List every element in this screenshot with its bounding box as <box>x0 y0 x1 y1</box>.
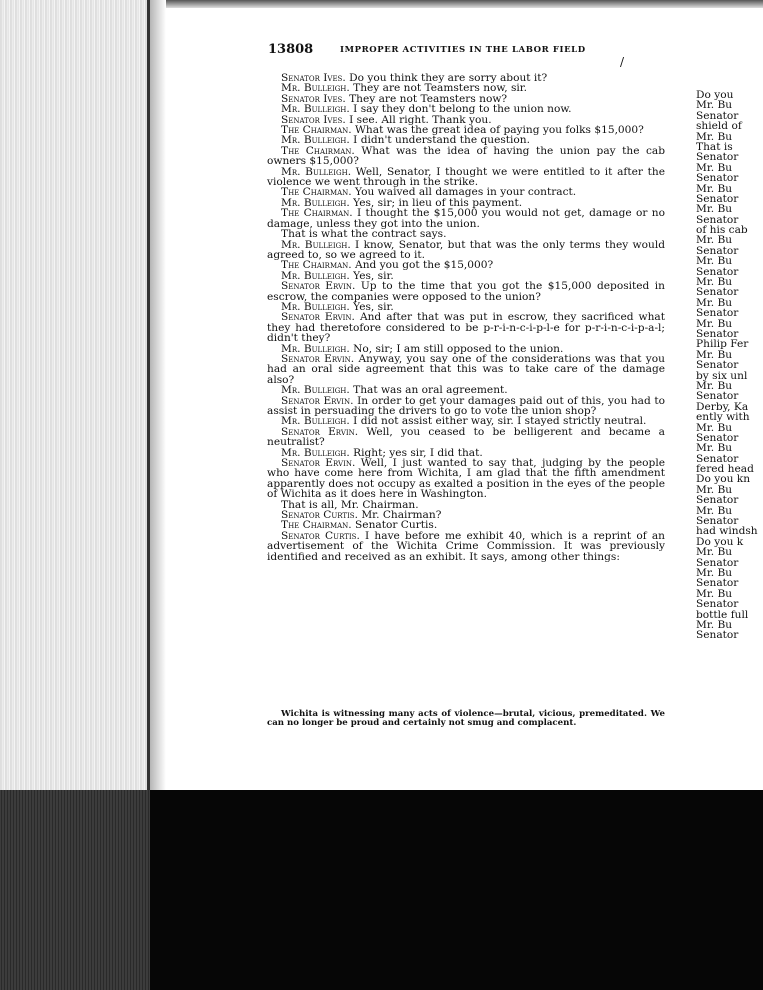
testimony-paragraph <box>267 396 665 417</box>
testimony-paragraph <box>267 312 665 343</box>
speaker-name: Mr. Bulleigh. <box>281 134 350 147</box>
speaker-name: Mr. Bulleigh. <box>281 300 350 313</box>
facing-page-line: Mr. Bu <box>696 255 733 268</box>
speaker-name: Senator Ervin. <box>281 280 356 293</box>
facing-page-line: Mr. Bu <box>696 618 733 631</box>
speech-text: Well, I just wanted to say that, judging by the people who have come here from Wichita, I am glad that the fifth amendment apparently does not occupy as exalted a position in the eyes of the people of Wichita as it does here in Washington. <box>267 457 665 501</box>
facing-page-line: Senator <box>696 431 739 444</box>
speech-text: Well, Senator, I thought we were entitled to it after the violence we went through in the strike. <box>267 165 665 189</box>
speaker-name: Mr. Bulleigh. <box>281 196 350 209</box>
speech-text: Mr. Chairman? <box>357 509 442 522</box>
facing-page-line: Mr. Bu <box>696 566 733 579</box>
speaker-name: The Chairman. <box>281 259 352 272</box>
speech-text: They are not Teamsters now, sir. <box>349 82 528 95</box>
testimony-paragraph <box>267 427 665 448</box>
speaker-name: Mr. Bulleigh. <box>281 415 350 428</box>
speaker-name: Senator Ives. <box>281 113 346 126</box>
testimony-text <box>267 73 665 562</box>
speaker-name: The Chairman. <box>281 207 353 220</box>
facing-page-line: Senator <box>696 286 739 299</box>
speaker-name: Senator Ervin. <box>281 352 355 365</box>
speaker-name: Mr. Bulleigh. <box>281 384 350 397</box>
margin-mark: / <box>620 55 625 69</box>
facing-page-line: Philip Fer <box>696 338 749 351</box>
speaker-name: Mr. Bulleigh. <box>281 165 352 178</box>
facing-page-line: Senator <box>696 192 739 205</box>
facing-page-line: Senator <box>696 307 739 320</box>
speech-text: No, sir; I am still opposed to the union. <box>349 342 564 355</box>
testimony-paragraph <box>267 281 665 302</box>
speech-text: I know, Senator, but that was the only terms they would agreed to, so we agreed to it. <box>267 238 665 261</box>
speaker-name: Senator Ives. <box>281 92 346 105</box>
testimony-paragraph <box>267 167 665 188</box>
facing-page-line: Mr. Bu <box>696 234 733 247</box>
facing-page-line: Mr. Bu <box>696 348 733 361</box>
speech-text: I have before me exhibit 40, which is a reprint of an advertisement of the Wichita Crime Commission. It was previously identified and received as an exhibit. It says, among other things: <box>267 529 665 563</box>
speaker-name: Mr. Bulleigh. <box>281 82 350 95</box>
facing-page-line: Senator <box>696 494 739 507</box>
speech-text: Yes, sir. <box>349 269 394 282</box>
speaker-name: The Chairman. <box>281 186 352 199</box>
facing-page-line: of his cab <box>696 224 748 237</box>
facing-page-line: Senator <box>696 265 739 278</box>
facing-page-line: ently with <box>696 411 750 424</box>
facing-page-line: Do you <box>696 90 734 101</box>
facing-page-fragment <box>696 90 763 641</box>
facing-page-line: Senator <box>696 327 739 340</box>
facing-page-line: Senator <box>696 109 739 122</box>
facing-page-line: Mr. Bu <box>696 483 733 496</box>
speech-text: I see. All right. Thank you. <box>345 113 492 126</box>
speech-text: Do you think they are sorry about it? <box>345 72 548 84</box>
speech-text: Up to the time that you got the $15,000 deposited in escrow, the companies were opposed to the union? <box>267 280 665 303</box>
testimony-paragraph <box>267 458 665 500</box>
page-number: 13808 <box>268 42 314 57</box>
speech-text: Senator Curtis. <box>351 519 438 532</box>
speech-text: Yes, sir. <box>349 300 394 313</box>
facing-page-line: Derby, Ka <box>696 400 749 413</box>
quote-paragraph: Wichita is witnessing many acts of violence—brutal, vicious, premeditated. We can no longer be proud and certainly not smug and complacent. <box>267 709 665 729</box>
speaker-name: Mr. Bulleigh. <box>281 269 350 282</box>
speaker-name: Mr. Bulleigh. <box>281 238 351 251</box>
scan-dark-area-left <box>0 790 150 990</box>
facing-page-line: Senator <box>696 515 739 528</box>
facing-page-line: Senator <box>696 151 739 164</box>
speech-text: Well, you ceased to be belligerent and became a neutralist? <box>267 425 665 449</box>
testimony-paragraph <box>267 354 665 385</box>
speaker-name: Senator Ervin. <box>281 425 359 438</box>
speaker-name: Mr. Bulleigh. <box>281 446 350 459</box>
speech-text: That is all, Mr. Chairman. <box>281 498 419 511</box>
facing-page-line: Senator <box>696 213 739 226</box>
speech-text: They are not Teamsters now? <box>345 92 508 105</box>
facing-page-line: Senator <box>696 390 739 403</box>
speech-text: I did not assist either way, sir. I stayed strictly neutral. <box>349 415 647 428</box>
facing-page-line: Mr. Bu <box>696 296 733 309</box>
speech-text: Right; yes sir, I did that. <box>349 446 483 459</box>
testimony-paragraph <box>267 146 665 167</box>
speaker-name: Senator Ervin. <box>281 394 354 407</box>
facing-page-line: Mr. Bu <box>696 99 733 112</box>
facing-page-line: shield of <box>696 120 742 133</box>
facing-page-line: fered head <box>696 463 754 476</box>
facing-page-line: Senator <box>696 577 739 590</box>
testimony-paragraph <box>267 208 665 229</box>
speaker-name: The Chairman. <box>281 519 352 532</box>
scan-dark-area <box>150 790 763 990</box>
facing-page-line: Mr. Bu <box>696 504 733 517</box>
facing-page-line: Do you k <box>696 535 744 548</box>
speech-text: You waived all damages in your contract. <box>351 186 577 199</box>
facing-page-line: Mr. Bu <box>696 442 733 455</box>
facing-page-line: Senator <box>696 244 739 257</box>
speech-text: I say they don't belong to the union now. <box>349 103 572 116</box>
facing-page-line: Mr. Bu <box>696 421 733 434</box>
speaker-name: Senator Ives. <box>281 72 346 84</box>
facing-page-line: Senator <box>696 629 739 641</box>
running-head: IMPROPER ACTIVITIES IN THE LABOR FIELD <box>340 45 586 55</box>
facing-page-line: That is <box>696 140 733 153</box>
facing-page-line: Mr. Bu <box>696 379 733 392</box>
speech-text: In order to get your damages paid out of this, you had to assist in persuading the drivers to go to vote the union shop? <box>267 394 665 417</box>
facing-page-line: Mr. Bu <box>696 546 733 559</box>
facing-page-line: Senator <box>696 556 739 569</box>
testimony-paragraph <box>267 240 665 261</box>
exhibit-quote <box>267 710 665 728</box>
facing-page-line: Do you kn <box>696 473 751 486</box>
speech-text: What was the idea of having the union pay the cab owners $15,000? <box>267 144 665 168</box>
speech-text: That is what the contract says. <box>281 228 447 241</box>
facing-page-line: Senator <box>696 452 739 465</box>
speech-text: I thought the $15,000 you would not get, damage or no damage, unless they got into the union. <box>267 207 665 230</box>
facing-page-line: Mr. Bu <box>696 130 733 143</box>
facing-page-line: by six unl <box>696 369 748 382</box>
speech-text: What was the great idea of paying you folks $15,000? <box>351 124 644 137</box>
facing-page-line: Senator <box>696 598 739 611</box>
speaker-name: Mr. Bulleigh. <box>281 342 350 355</box>
speaker-name: Senator Ervin. <box>281 311 355 324</box>
speaker-name: The Chairman. <box>281 144 355 157</box>
facing-page-line: Mr. Bu <box>696 203 733 216</box>
facing-page-line: Mr. Bu <box>696 182 733 195</box>
speaker-name: Senator Curtis. <box>281 509 358 522</box>
facing-page-line: Mr. Bu <box>696 317 733 330</box>
speaker-name: Mr. Bulleigh. <box>281 103 350 116</box>
facing-page-line: Mr. Bu <box>696 587 733 600</box>
facing-page-line: Senator <box>696 172 739 185</box>
facing-page-line: Mr. Bu <box>696 276 733 289</box>
speech-text: I didn't understand the question. <box>349 134 530 147</box>
speech-text: That was an oral agreement. <box>349 384 508 397</box>
facing-page-line: bottle full <box>696 608 749 621</box>
facing-page-line: Senator <box>696 359 739 372</box>
facing-page-line: Mr. Bu <box>696 161 733 174</box>
speech-text: Yes, sir; in lieu of this payment. <box>349 196 523 209</box>
speech-text: And you got the $15,000? <box>351 259 494 272</box>
speech-text: And after that was put in escrow, they sacrificed what they had theretofore considered to be p-r-i-n-c-i-p-l-e for p-r-i-n-c-i-p-a-l; didn't they? <box>267 311 666 345</box>
speaker-name: Senator Curtis. <box>281 529 360 542</box>
speaker-name: Senator Ervin. <box>281 457 356 470</box>
facing-page-line: had windsh <box>696 525 758 538</box>
speaker-name: The Chairman. <box>281 124 352 137</box>
speech-text: Anyway, you say one of the considerations was that you had an oral side agreement that this was to take care of the damage also? <box>267 352 665 386</box>
testimony-paragraph <box>267 531 665 562</box>
